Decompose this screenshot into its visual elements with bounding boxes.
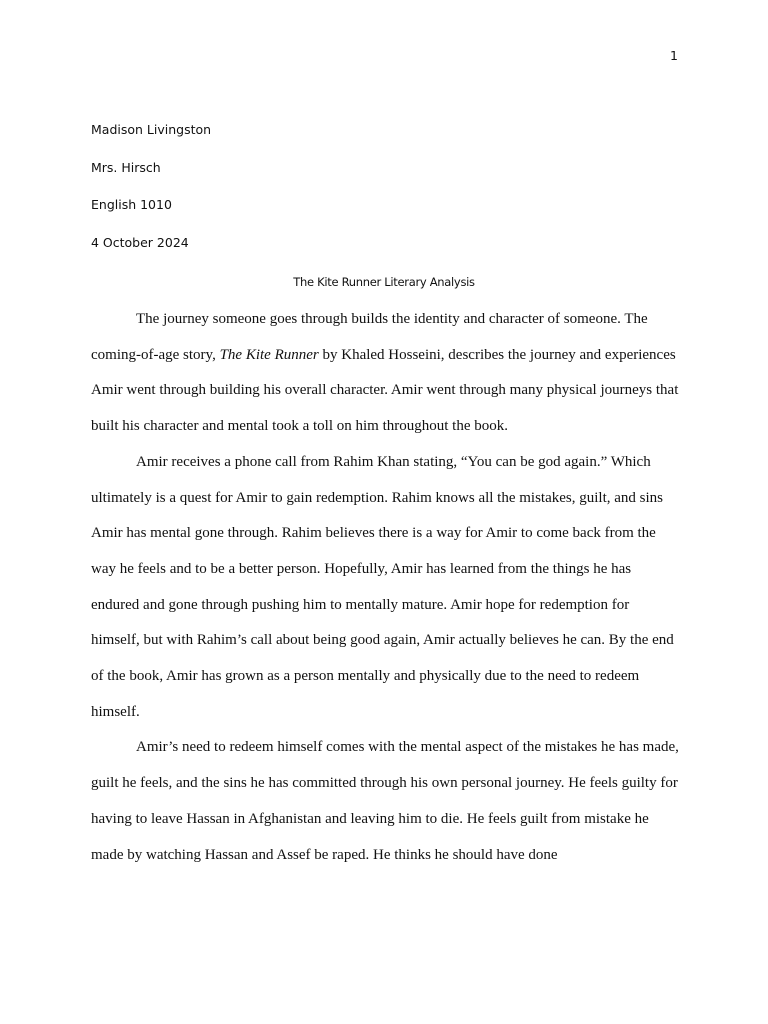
teacher-name: Mrs. Hirsch xyxy=(91,160,161,175)
paragraph-1-start: The journey someone goes through builds the identity and character of someone. The coming-of-age story, xyxy=(91,311,648,363)
student-name: Madison Livingston xyxy=(91,122,212,137)
essay-date: 4 October 2024 xyxy=(91,235,189,250)
course-name: English 1010 xyxy=(91,197,172,212)
page-number: 1 xyxy=(670,48,678,63)
paragraph-1-end: by Khaled Hosseini, describes the journey and experiences Amir went through building his overall character. Amir went through many physical journeys that built his character and mental took a toll on him throughout the book. xyxy=(91,346,679,435)
book-title-italic: The Kite Runner xyxy=(219,346,319,363)
essay-body xyxy=(91,302,679,873)
paragraph-3: Amir’s need to redeem himself comes with the mental aspect of the mistakes he has made, guilt he feels, and the sins he has committed through his own personal journey. He feels guilty for having to leave Hassan in Afghanistan and leaving him to die. He feels guilt from mistake he made by watching Hassan and Assef be raped. He thinks he should have done xyxy=(91,739,679,863)
paragraph-1 xyxy=(91,302,679,445)
paragraph-2: Amir receives a phone call from Rahim Khan stating, “You can be god again.” Which ultimately is a quest for Amir to gain redemption. Rahim knows all the mistakes, guilt, and sins Amir has mental gone through. Rahim believes there is a way for Amir to come back from the way he feels and to be a better person. Hopefully, Amir has learned from the things he has endured and gone through pushing him to mentally mature. Amir hope for redemption for himself, but with Rahim’s call about being good again, Amir actually believes he can. By the end of the book, Amir has grown as a person mentally and physically due to the need to redeem himself. xyxy=(91,453,674,720)
essay-title: The Kite Runner Literary Analysis xyxy=(293,275,475,289)
